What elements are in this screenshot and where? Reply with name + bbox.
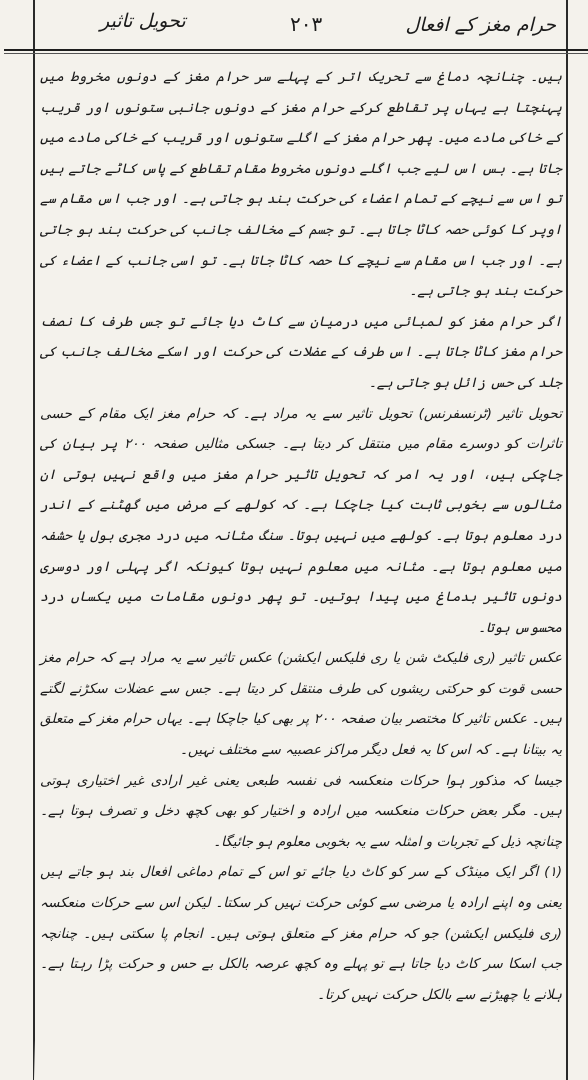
paragraph: ہیں۔ چنانچہ دماغ سے تحریک اتر کے پہلے سر حرام مغز کے دونوں مخروط میں پہنچتا ہے یہاں پر تقاطع کرکے حرام مغز کے دونوں جانبی ستونوں اور قریب کے خاکی مادے میں۔ پھر حرام مغز کے اگلے ستونوں اور قریب کے خاکی مادے میں جاتا ہے۔ بس اس لیے جب اگلے دونوں مخروط مقام تقاطع کے پاس کاٹے جاتے ہیں تو اس سے نیچے کے تمام اعضاء کی حرکت بند ہو جاتی ہے۔ اور جب اس مقام سے اوپر کا کوئی حصہ کاٹا جاتا ہے۔ تو جسم کے مخالف جانب کی حرکت بند ہو جاتی ہے۔ اور جب اس مقام سے نیچے کا حصہ کاٹا جاتا ہے۔ تو اسی جانب کے اعضاء کی حرکت بند ہو جاتی ہے۔ bbox=[40, 69, 562, 300]
paragraph: اگر حرام مغز کو لمبائی میں درمیان سے کاٹ دیا جائے تو جس طرف کا نصف حرام مغز کاٹا جاتا ہے۔ اس طرف کے عضلات کی حرکت اور اسکے مخالف جانب کی جلد کی حس زائل ہو جاتی ہے۔ bbox=[40, 313, 562, 391]
header-rule bbox=[4, 49, 588, 51]
paragraph: عکس تاثیر (ری فلیکٹ شن یا ری فلیکس ایکشن) عکس تاثیر سے یہ مراد ہے کہ حرام مغز حسی قوت کو حرکتی ریشوں کی طرف منتقل کر دیتا ہے۔ جس سے عضلات سکڑنے لگتے ہیں۔ عکس تاثیر کا مختصر بیان صفحہ ۲۰۰ پر بھی کیا جاچکا ہے۔ یہاں حرام مغز کے متعلق یہ بیتانا ہے۔ کہ اس کا یہ فعل دیگر مراکز عصبیہ سے مختلف نہیں۔ bbox=[40, 650, 562, 759]
paragraph: تحویل تاثیر (ٹرنسفرنس) تحویل تاثیر سے یہ مراد ہے۔ کہ حرام مغز ایک مقام کے حسی تاثرات کو دوسرے مقام میں منتقل کر دیتا ہے۔ جسکی مثالیں صفحہ ۲۰۰ پر بیان کی جاچکی ہیں، اور یہ امر کہ تحویل تاثیر حرام مغز میں واقع نہیں ہوتی ان مثالوں سے بخوبی ثابت کیا جاچکا ہے۔ کہ کولھے کے مرض میں گھٹنے کے اندر درد معلوم ہوتا ہے۔ کولھے میں نہیں ہوتا۔ سنگ مثانہ میں درد مجری بول یا حشفہ میں معلوم ہوتا ہے۔ مثانہ میں معلوم نہیں ہوتا کیونکہ اگر پہلی اور دوسری دونوں تاثیر بدماغ میں پیدا ہوتیں۔ تو پھر دونوں مقامات میں یکساں درد محسوس ہوتا۔ bbox=[40, 405, 562, 636]
running-title: تحویل تاثیر bbox=[100, 10, 186, 32]
page-header bbox=[40, 6, 560, 46]
bottom-edge bbox=[34, 1040, 566, 1080]
left-border-rule bbox=[33, 0, 35, 1080]
paragraph: جیسا کہ مذکور ہوا حرکات منعکسہ فی نفسہ طبعی یعنی غیر ارادی غیر اختیاری ہوتی ہیں۔ مگر بعض حرکات منعکسہ میں ارادہ و اختیار کو بھی کچھ دخل و تصرف ہوتا ہے۔ چنانچہ ذیل کے تجربات و امثلہ سے یہ بخوبی معلوم ہو جائیگا۔ bbox=[40, 772, 562, 850]
page-body bbox=[40, 62, 562, 1010]
header-rule-thin bbox=[4, 53, 588, 54]
chapter-title: حرام مغز کے افعال bbox=[405, 14, 556, 36]
page-number: ۲۰۳ bbox=[290, 12, 323, 36]
right-border-rule bbox=[566, 0, 568, 1080]
paragraph: (۱) اگر ایک مینڈک کے سر کو کاٹ دیا جائے تو اس کے تمام دماغی افعال بند ہو جاتے ہیں یعنی وہ اپنے ارادہ یا مرضی سے کوئی حرکت نہیں کر سکتا۔ لیکن اس سے حرکات منعکسہ (ری فلیکس ایکشن) جو کہ حرام مغز کے متعلق ہوتی ہیں۔ انجام پا سکتی ہیں۔ چنانچہ جب اسکا سر کاٹ دیا جاتا ہے تو پہلے وہ کچھ عرصہ بالکل بے حس و حرکت پڑا رہتا ہے۔ ہلانے یا چھیڑنے سے بالکل حرکت نہیں کرتا۔ bbox=[40, 864, 562, 1003]
